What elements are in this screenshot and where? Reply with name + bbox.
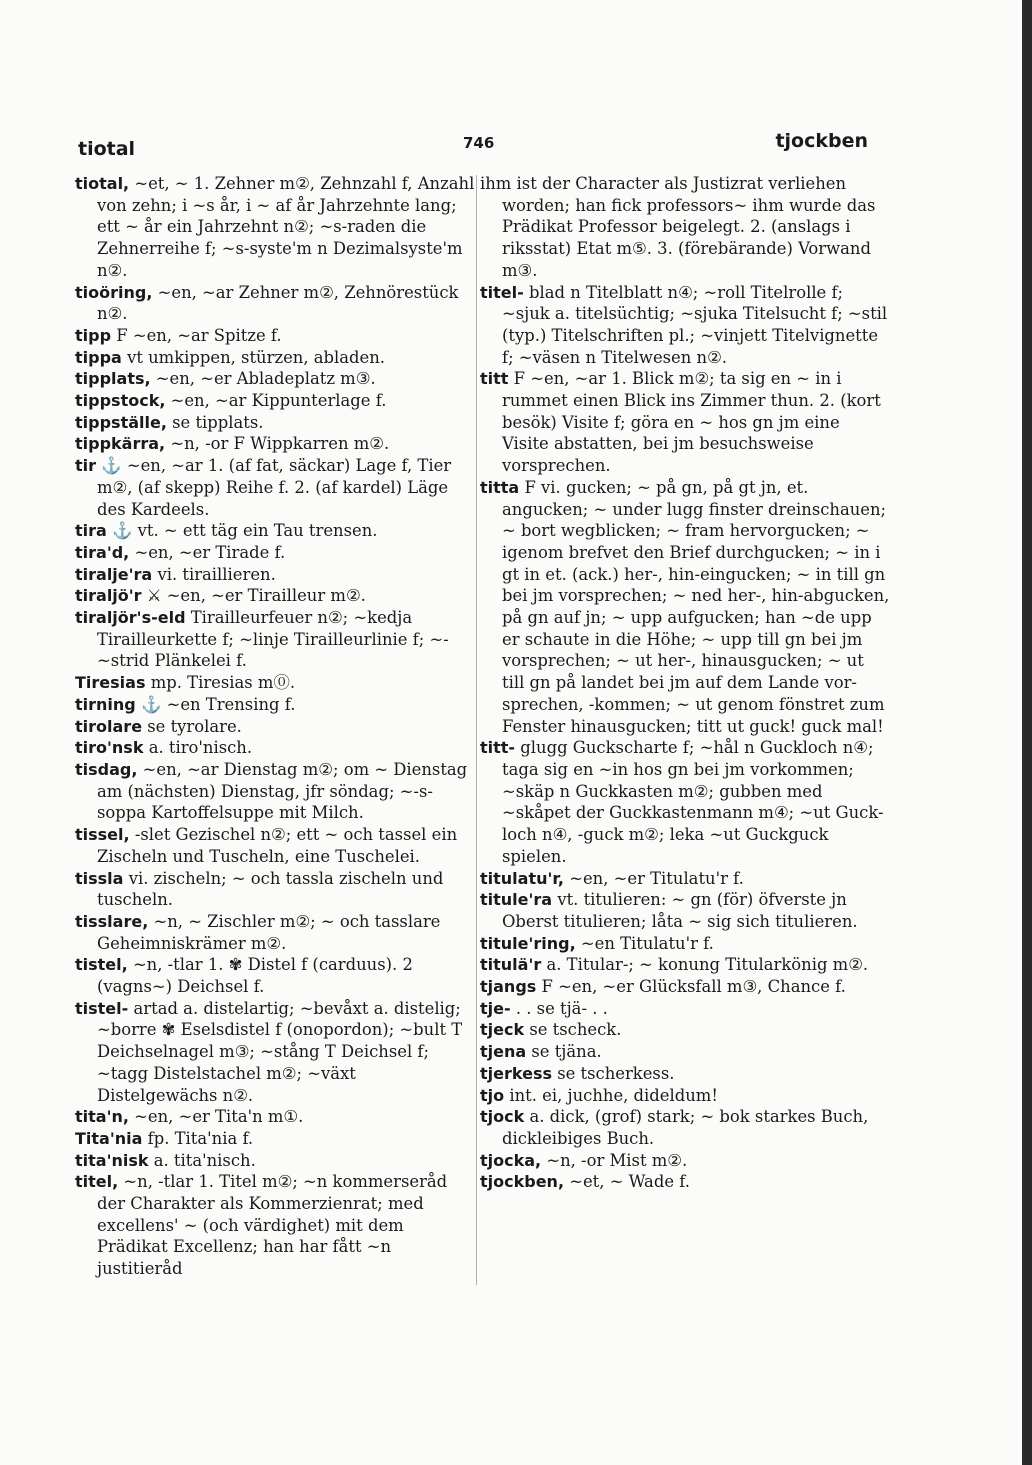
entry-definition: ~en, ~er Titulatu'r f. — [569, 868, 744, 888]
entry-definition: -slet Gezischel n②; ett ~ och tassel ein Zischeln und Tuscheln, eine Tuschelei. — [97, 825, 458, 866]
dictionary-entry — [75, 564, 475, 586]
dictionary-entry — [75, 1171, 475, 1280]
entry-headword: tisslare, — [75, 911, 149, 931]
entry-definition: ~en, ~er Tita'n m①. — [134, 1107, 304, 1127]
entry-headword: tiro'nsk — [75, 738, 144, 758]
entry-headword: tistel, — [75, 955, 128, 975]
dictionary-entry — [480, 737, 890, 867]
entry-definition: ⚓ vt. ~ ett täg ein Tau trensen. — [112, 521, 378, 541]
scan-edge — [1022, 0, 1032, 1465]
dictionary-entry — [480, 1171, 890, 1193]
entry-headword: tita'n, — [75, 1107, 129, 1127]
dictionary-entry — [75, 585, 475, 607]
dictionary-entry — [75, 347, 475, 369]
dictionary-entry — [480, 933, 890, 955]
dictionary-entry — [480, 976, 890, 998]
dictionary-entry — [75, 325, 475, 347]
entry-headword: titel- — [480, 282, 524, 302]
dictionary-entry — [75, 672, 475, 694]
dictionary-entry — [75, 737, 475, 759]
dictionary-entry — [75, 173, 475, 282]
entry-definition: ~en, ~ar Dienstag m②; om ~ Dienstag am (nächsten) Dienstag, jfr söndag; ~-s-soppa Kartoffelsuppe mit Milch. — [97, 759, 468, 823]
entry-headword: tjocka, — [480, 1150, 542, 1170]
entry-headword: tjeck — [480, 1020, 525, 1040]
dictionary-entry — [480, 1085, 890, 1107]
dictionary-entry — [75, 1150, 475, 1172]
entry-headword: titel, — [75, 1172, 119, 1192]
entry-headword: tippställe, — [75, 412, 167, 432]
dictionary-entry — [480, 173, 890, 282]
dictionary-entry — [75, 412, 475, 434]
dictionary-entry — [75, 455, 475, 520]
entry-definition: ~en, ~ar Kippunterlage f. — [170, 391, 387, 411]
entry-definition: ~n, ~ Zischler m②; ~ och tasslare Geheimniskrämer m②. — [97, 911, 441, 953]
dictionary-entry — [480, 868, 890, 890]
entry-headword: tippstock, — [75, 391, 166, 411]
entry-headword: tjerkess — [480, 1063, 552, 1083]
entry-headword: tipp — [75, 325, 112, 345]
entry-definition: ⚔ ~en, ~er Tirailleur m②. — [146, 586, 366, 606]
entry-definition: ~n, -or F Wippkarren m②. — [170, 434, 390, 454]
dictionary-entry — [75, 759, 475, 824]
right-column — [480, 173, 890, 1193]
entry-headword: tisdag, — [75, 759, 138, 779]
dictionary-entry — [75, 824, 475, 867]
entry-headword: tissel, — [75, 825, 130, 845]
entry-definition: se tipplats. — [172, 412, 264, 432]
dictionary-entry — [480, 954, 890, 976]
entry-headword: tje- — [480, 998, 511, 1018]
dictionary-entry — [480, 477, 890, 737]
entry-headword: titule'ra — [480, 890, 553, 910]
entry-definition: a. tita'nisch. — [153, 1150, 256, 1170]
entry-headword: tistel- — [75, 998, 129, 1018]
left-column — [75, 173, 475, 1280]
entry-definition: a. tiro'nisch. — [148, 738, 253, 758]
dictionary-entry — [75, 716, 475, 738]
dictionary-entry — [75, 1106, 475, 1128]
entry-headword: tjockben, — [480, 1172, 565, 1192]
entry-definition: vt umkippen, stürzen, abladen. — [127, 347, 385, 367]
entry-definition: ~en, ~ar Zehner m②, Zehnörestück n②. — [97, 282, 459, 324]
entry-definition: ~en, ~er Abladeplatz m③. — [155, 369, 376, 389]
entry-headword: titt — [480, 369, 509, 389]
entry-definition: se tscherkess. — [557, 1063, 675, 1083]
dictionary-entry — [75, 998, 475, 1107]
entry-headword: tippkärra, — [75, 434, 166, 454]
dictionary-entry — [75, 390, 475, 412]
page-number: 746 — [463, 134, 495, 152]
entry-definition: ihm ist der Character als Justizrat verliehen worden; han fick professors~ ihm wurde das Prädikat Professor beigelegt. 2. (anslags i riksstat) Etat m⑤. 3. (förebärande) Vorwand m③. — [480, 174, 876, 280]
entry-headword: tiraljör's-eld — [75, 608, 186, 628]
entry-definition: ~en, ~er Tirade f. — [134, 542, 286, 562]
entry-definition: se tscheck. — [529, 1020, 622, 1040]
dictionary-entry — [480, 1150, 890, 1172]
entry-definition: ⚓ ~en Trensing f. — [140, 694, 296, 714]
entry-headword: tirning — [75, 694, 136, 714]
dictionary-entry — [75, 868, 475, 911]
entry-headword: tissla — [75, 868, 124, 888]
entry-headword: tjangs — [480, 977, 537, 997]
dictionary-entry — [480, 1063, 890, 1085]
entry-definition: fp. Tita'nia f. — [147, 1128, 254, 1148]
dictionary-entry — [480, 889, 890, 932]
entry-headword: tita'nisk — [75, 1150, 149, 1170]
entry-definition: se tjäna. — [531, 1042, 602, 1062]
right-running-headword: tjockben — [775, 130, 868, 152]
entry-definition: . . se tjä- . . — [515, 998, 608, 1018]
dictionary-entry — [75, 954, 475, 997]
entry-definition: a. Titular-; ~ konung Titularkönig m②. — [546, 955, 869, 975]
entry-definition: ⚓ ~en, ~ar 1. (af fat, säckar) Lage f, Tier m②, (af skepp) Reihe f. 2. (af kardel) Läge des Kardeels. — [97, 456, 452, 519]
entry-headword: tiralje'ra — [75, 564, 153, 584]
entry-definition: ~en Titulatu'r f. — [580, 933, 714, 953]
entry-definition: a. dick, (grof) stark; ~ bok starkes Buch, dickleibiges Buch. — [502, 1107, 869, 1148]
entry-headword: tipplats, — [75, 369, 151, 389]
dictionary-entry — [480, 368, 890, 477]
entry-headword: tjena — [480, 1042, 527, 1062]
entry-headword: tir — [75, 456, 97, 476]
entry-headword: tjo — [480, 1085, 505, 1105]
dictionary-entry — [75, 433, 475, 455]
entry-definition: int. ei, juchhe, dideldum! — [509, 1085, 718, 1105]
dictionary-entry — [75, 607, 475, 672]
dictionary-entry — [75, 542, 475, 564]
entry-headword: tiraljö'r — [75, 586, 142, 606]
entry-definition: F ~en, ~ar Spitze f. — [116, 325, 282, 345]
dictionary-entry — [75, 520, 475, 542]
entry-headword: Tiresias — [75, 673, 146, 693]
dictionary-entry — [480, 282, 890, 369]
entry-definition: vi. tiraillieren. — [157, 564, 276, 584]
dictionary-entry — [75, 368, 475, 390]
entry-definition: blad n Titelblatt n④; ~roll Titelrolle f; ~sjuk a. titelsüchtig; ~sjuka Titelsucht f; ~stil (typ.) Titelschriften pl.; ~vinjett Titelvignette f; ~väsen n Titelwesen n②. — [502, 282, 888, 367]
entry-headword: titt- — [480, 738, 516, 758]
dictionary-entry — [75, 911, 475, 954]
entry-headword: tira'd, — [75, 542, 130, 562]
entry-headword: tira — [75, 521, 107, 541]
entry-definition: ~n, -or Mist m②. — [546, 1150, 688, 1170]
entry-headword: titta — [480, 477, 520, 497]
entry-definition: F ~en, ~ar 1. Blick m②; ta sig en ~ in i rummet einen Blick ins Zimmer thun. 2. (kort besök) Visite f; göra en ~ hos gn jm eine Visite abstatten, bei jm besuchsweise vorsprechen. — [502, 369, 881, 476]
entry-headword: tioöring, — [75, 282, 153, 302]
entry-headword: tippa — [75, 347, 122, 367]
page-header — [78, 130, 868, 160]
entry-definition: ~n, -tlar 1. ✾ Distel f (carduus). 2 (vagns~) Deichsel f. — [97, 955, 413, 997]
entry-definition: ~et, ~ Wade f. — [569, 1172, 690, 1192]
entry-headword: titulä'r — [480, 955, 542, 975]
entry-definition: F ~en, ~er Glücksfall m③, Chance f. — [541, 977, 846, 997]
dictionary-entry — [480, 1106, 890, 1149]
dictionary-entry — [75, 1128, 475, 1150]
left-running-headword: tiotal — [78, 138, 136, 160]
entry-headword: titulatu'r, — [480, 868, 565, 888]
dictionary-entry — [480, 998, 890, 1020]
entry-definition: F vi. gucken; ~ på gn, på gt jn, et. angucken; ~ under lugg finster dreinschauen; ~ bort wegblicken; ~ fram hervorgucken; ~ igenom brefvet den Brief durchgucken; ~ in i gt in et. (ack.) her-, hin-eingucken; ~ in till gn bei jm vorsprechen; ~ ned her-, hin-abgucken, på gn auf jn; ~ upp aufgucken; han ~de upp er schaute in die Höhe; ~ upp till gn bei jm vorsprechen; ~ ut her-, hinausgucken; ~ ut till gn på landet bei jm auf dem Lande vor-sprechen, -kommen; ~ ut genom fönstret zum Fenster hinausgucken; titt ut guck! guck mal! — [502, 477, 890, 736]
entry-definition: artad a. distelartig; ~bevåxt a. distelig; ~borre ✾ Eselsdistel f (onopordon); ~bult T Deichselnagel m③; ~stång T Deichsel f; ~tagg Distelstachel m②; ~växt Distelgewächs n②. — [97, 998, 463, 1105]
dictionary-entry — [75, 282, 475, 325]
entry-headword: titule'ring, — [480, 933, 576, 953]
entry-definition: Tirailleurfeuer n②; ~kedja Tirailleurkette f; ~linje Tirailleurlinie f; ~-~strid Plänkelei f. — [97, 608, 449, 671]
entry-definition: ~et, ~ 1. Zehner m②, Zehnzahl f, Anzahl von zehn; i ~s år, i ~ af år Jahrzehnte lang; ett ~ år ein Jahrzehnt n②; ~s-raden die Zehnerreihe f; ~s-syste'm n Dezimalsyste'm n②. — [97, 174, 475, 280]
entry-definition: se tyrolare. — [147, 716, 242, 736]
entry-definition: ~n, -tlar 1. Titel m②; ~n kommerseråd der Charakter als Kommerzienrat; med excellens' ~ (och värdighet) mit dem Prädikat Excellenz; han har fått ~n justitieråd — [97, 1172, 448, 1279]
dictionary-entry — [75, 694, 475, 716]
entry-headword: tiotal, — [75, 174, 130, 193]
entry-definition: mp. Tiresias m⓪. — [150, 673, 296, 693]
entry-headword: Tita'nia — [75, 1128, 143, 1148]
dictionary-entry — [480, 1041, 890, 1063]
entry-definition: vt. titulieren: ~ gn (för) öfverste jn Oberst titulieren; låta ~ sig sich titulieren. — [502, 890, 858, 931]
entry-definition: vi. zischeln; ~ och tassla zischeln und tuscheln. — [97, 868, 444, 910]
entry-headword: tjock — [480, 1107, 525, 1127]
dictionary-entry — [480, 1019, 890, 1041]
entry-headword: tirolare — [75, 716, 143, 736]
entry-definition: glugg Guckscharte f; ~hål n Guckloch n④; taga sig en ~in hos gn bei jm vorkommen; ~skäp n Guckkasten m②; gubben med ~skåpet der Guckkastenmann m④; ~ut Guck-loch n④, -guck m②; leka ~ut Guckguck spielen. — [502, 738, 884, 866]
column-divider — [476, 175, 477, 1285]
